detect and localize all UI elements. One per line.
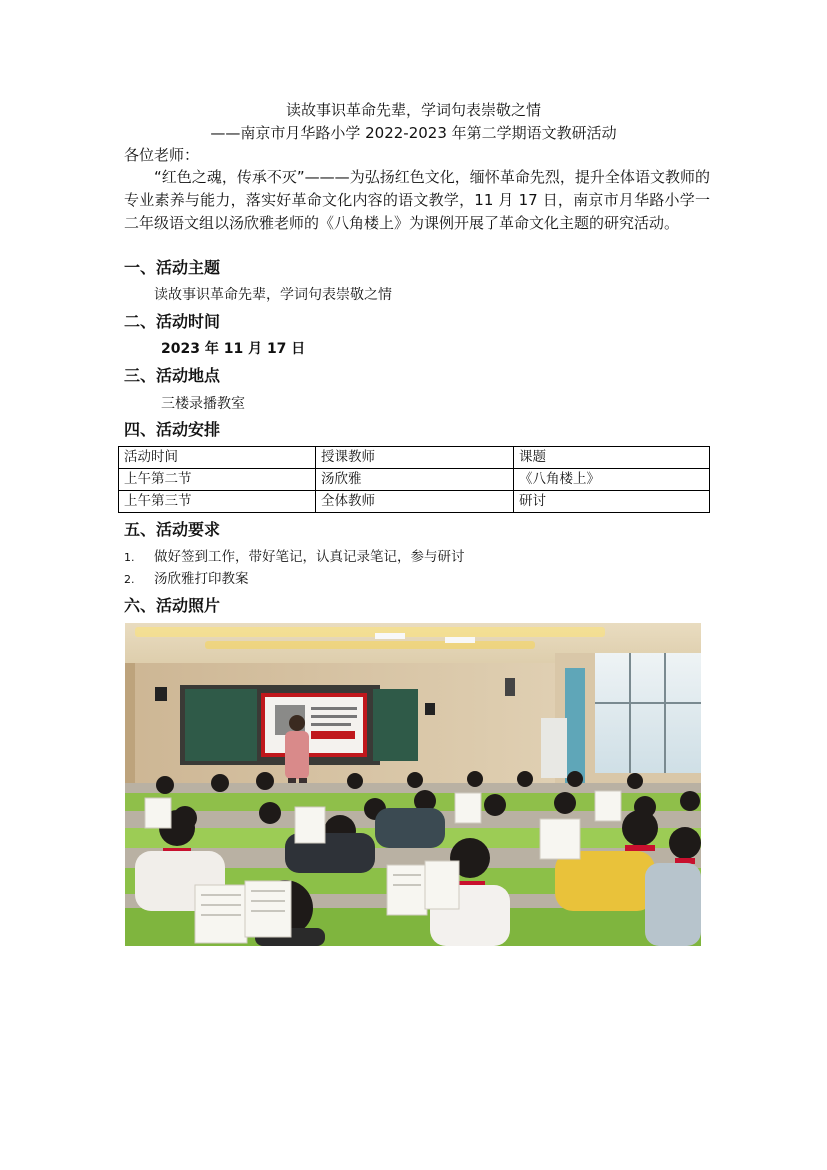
intro-paragraph: “红色之魂，传承不灭”———为弘扬红色文化，缅怀革命先烈，提升全体语文教师的专业素养与能力，落实好革命文化内容的语文教学，11 月 17 日，南京市月华路小学一二年级语文组以汤欣雅老师的《八角楼上》为课例开展了革命文化主题的研究活动。 (124, 168, 710, 232)
requirement-item (124, 569, 249, 590)
greeting: 各位老师： (124, 146, 200, 164)
requirements-heading: 五、活动要求 (124, 520, 221, 539)
document-subtitle: ——南京市月华路小学 2022-2023 年第二学期语文教研活动 (210, 124, 617, 142)
time-heading: 二、活动时间 (124, 312, 221, 331)
table-cell: 全体教师 (316, 491, 514, 513)
time-content: 2023 年 11 月 17 日 (161, 341, 306, 357)
table-cell: 研讨 (514, 491, 710, 513)
arrangement-table (118, 446, 710, 513)
document-title: 读故事识革命先辈，学词句表崇敬之情 (285, 101, 541, 119)
theme-heading: 一、活动主题 (124, 258, 221, 277)
table-row (119, 491, 710, 513)
table-cell: 上午第二节 (119, 469, 316, 491)
requirement-item (124, 547, 465, 568)
requirement-text: 汤欣雅打印教案 (154, 571, 249, 587)
place-heading: 三、活动地点 (124, 366, 221, 385)
table-row (119, 469, 710, 491)
requirement-number: 2. (124, 573, 135, 586)
classroom-photo (125, 623, 701, 946)
table-cell: 上午第三节 (119, 491, 316, 513)
requirement-number: 1. (124, 551, 135, 564)
table-header-cell: 授课教师 (316, 447, 514, 469)
theme-content: 读故事识革命先辈，学词句表崇敬之情 (154, 287, 392, 303)
table-header-cell: 活动时间 (119, 447, 316, 469)
table-cell: 汤欣雅 (316, 469, 514, 491)
requirement-text: 做好签到工作，带好笔记，认真记录笔记，参与研讨 (154, 549, 465, 565)
photos-heading: 六、活动照片 (124, 596, 221, 615)
table-header-row (119, 447, 710, 469)
place-content: 三楼录播教室 (161, 396, 245, 412)
table-header-cell: 课题 (514, 447, 710, 469)
arrangement-heading: 四、活动安排 (124, 420, 221, 439)
table-cell: 《八角楼上》 (514, 469, 710, 491)
